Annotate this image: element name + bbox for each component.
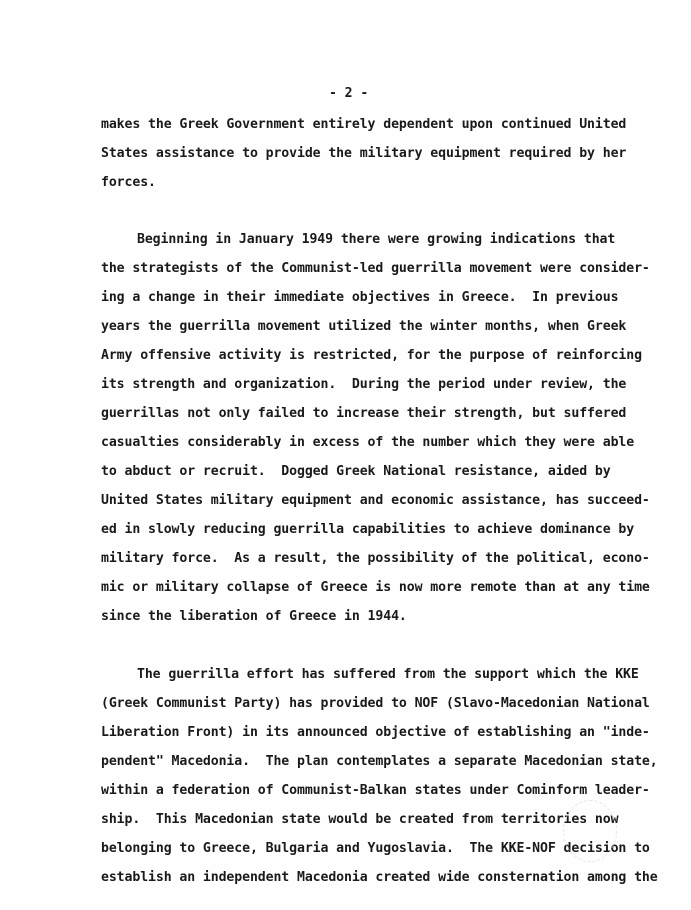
- text-line: since the liberation of Greece in 1944.: [101, 609, 407, 624]
- page-number: - 2 -: [329, 86, 369, 101]
- text-line: States assistance to provide the military equipment required by her: [101, 146, 627, 161]
- text-line: ship. This Macedonian state would be created from territories now: [101, 812, 619, 827]
- text-line: establish an independent Macedonia created wide consternation among the: [101, 870, 658, 885]
- paragraph-start-line: The guerrilla effort has suffered from the support which the KKE: [137, 667, 639, 682]
- text-line: makes the Greek Government entirely dependent upon continued United: [101, 117, 627, 132]
- text-line: Liberation Front) in its announced objective of establishing an "inde-: [101, 725, 650, 740]
- text-line: (Greek Communist Party) has provided to NOF (Slavo-Macedonian National: [101, 696, 650, 711]
- text-line: mic or military collapse of Greece is now more remote than at any time: [101, 580, 650, 595]
- text-line: Army offensive activity is restricted, for the purpose of reinforcing: [101, 348, 642, 363]
- text-line: ing a change in their immediate objectives in Greece. In previous: [101, 290, 619, 305]
- text-line: casualties considerably in excess of the number which they were able: [101, 435, 635, 450]
- text-line: United States military equipment and economic assistance, has succeed-: [101, 493, 650, 508]
- text-line: years the guerrilla movement utilized the winter months, when Greek: [101, 319, 627, 334]
- text-line: forces.: [101, 175, 156, 190]
- faded-stamp: [563, 800, 617, 862]
- text-line: pendent" Macedonia. The plan contemplates a separate Macedonian state,: [101, 754, 658, 769]
- text-line: belonging to Greece, Bulgaria and Yugoslavia. The KKE-NOF decision to: [101, 841, 650, 856]
- text-line: to abduct or recruit. Dogged Greek National resistance, aided by: [101, 464, 611, 479]
- text-line: its strength and organization. During the period under review, the: [101, 377, 627, 392]
- text-line: the strategists of the Communist-led guerrilla movement were consider-: [101, 261, 650, 276]
- text-line: ed in slowly reducing guerrilla capabilities to achieve dominance by: [101, 522, 635, 537]
- paragraph-start-line: Beginning in January 1949 there were growing indications that: [137, 232, 616, 247]
- text-line: within a federation of Communist-Balkan states under Cominform leader-: [101, 783, 650, 798]
- text-line: guerrillas not only failed to increase their strength, but suffered: [101, 406, 627, 421]
- text-line: military force. As a result, the possibility of the political, econo-: [101, 551, 650, 566]
